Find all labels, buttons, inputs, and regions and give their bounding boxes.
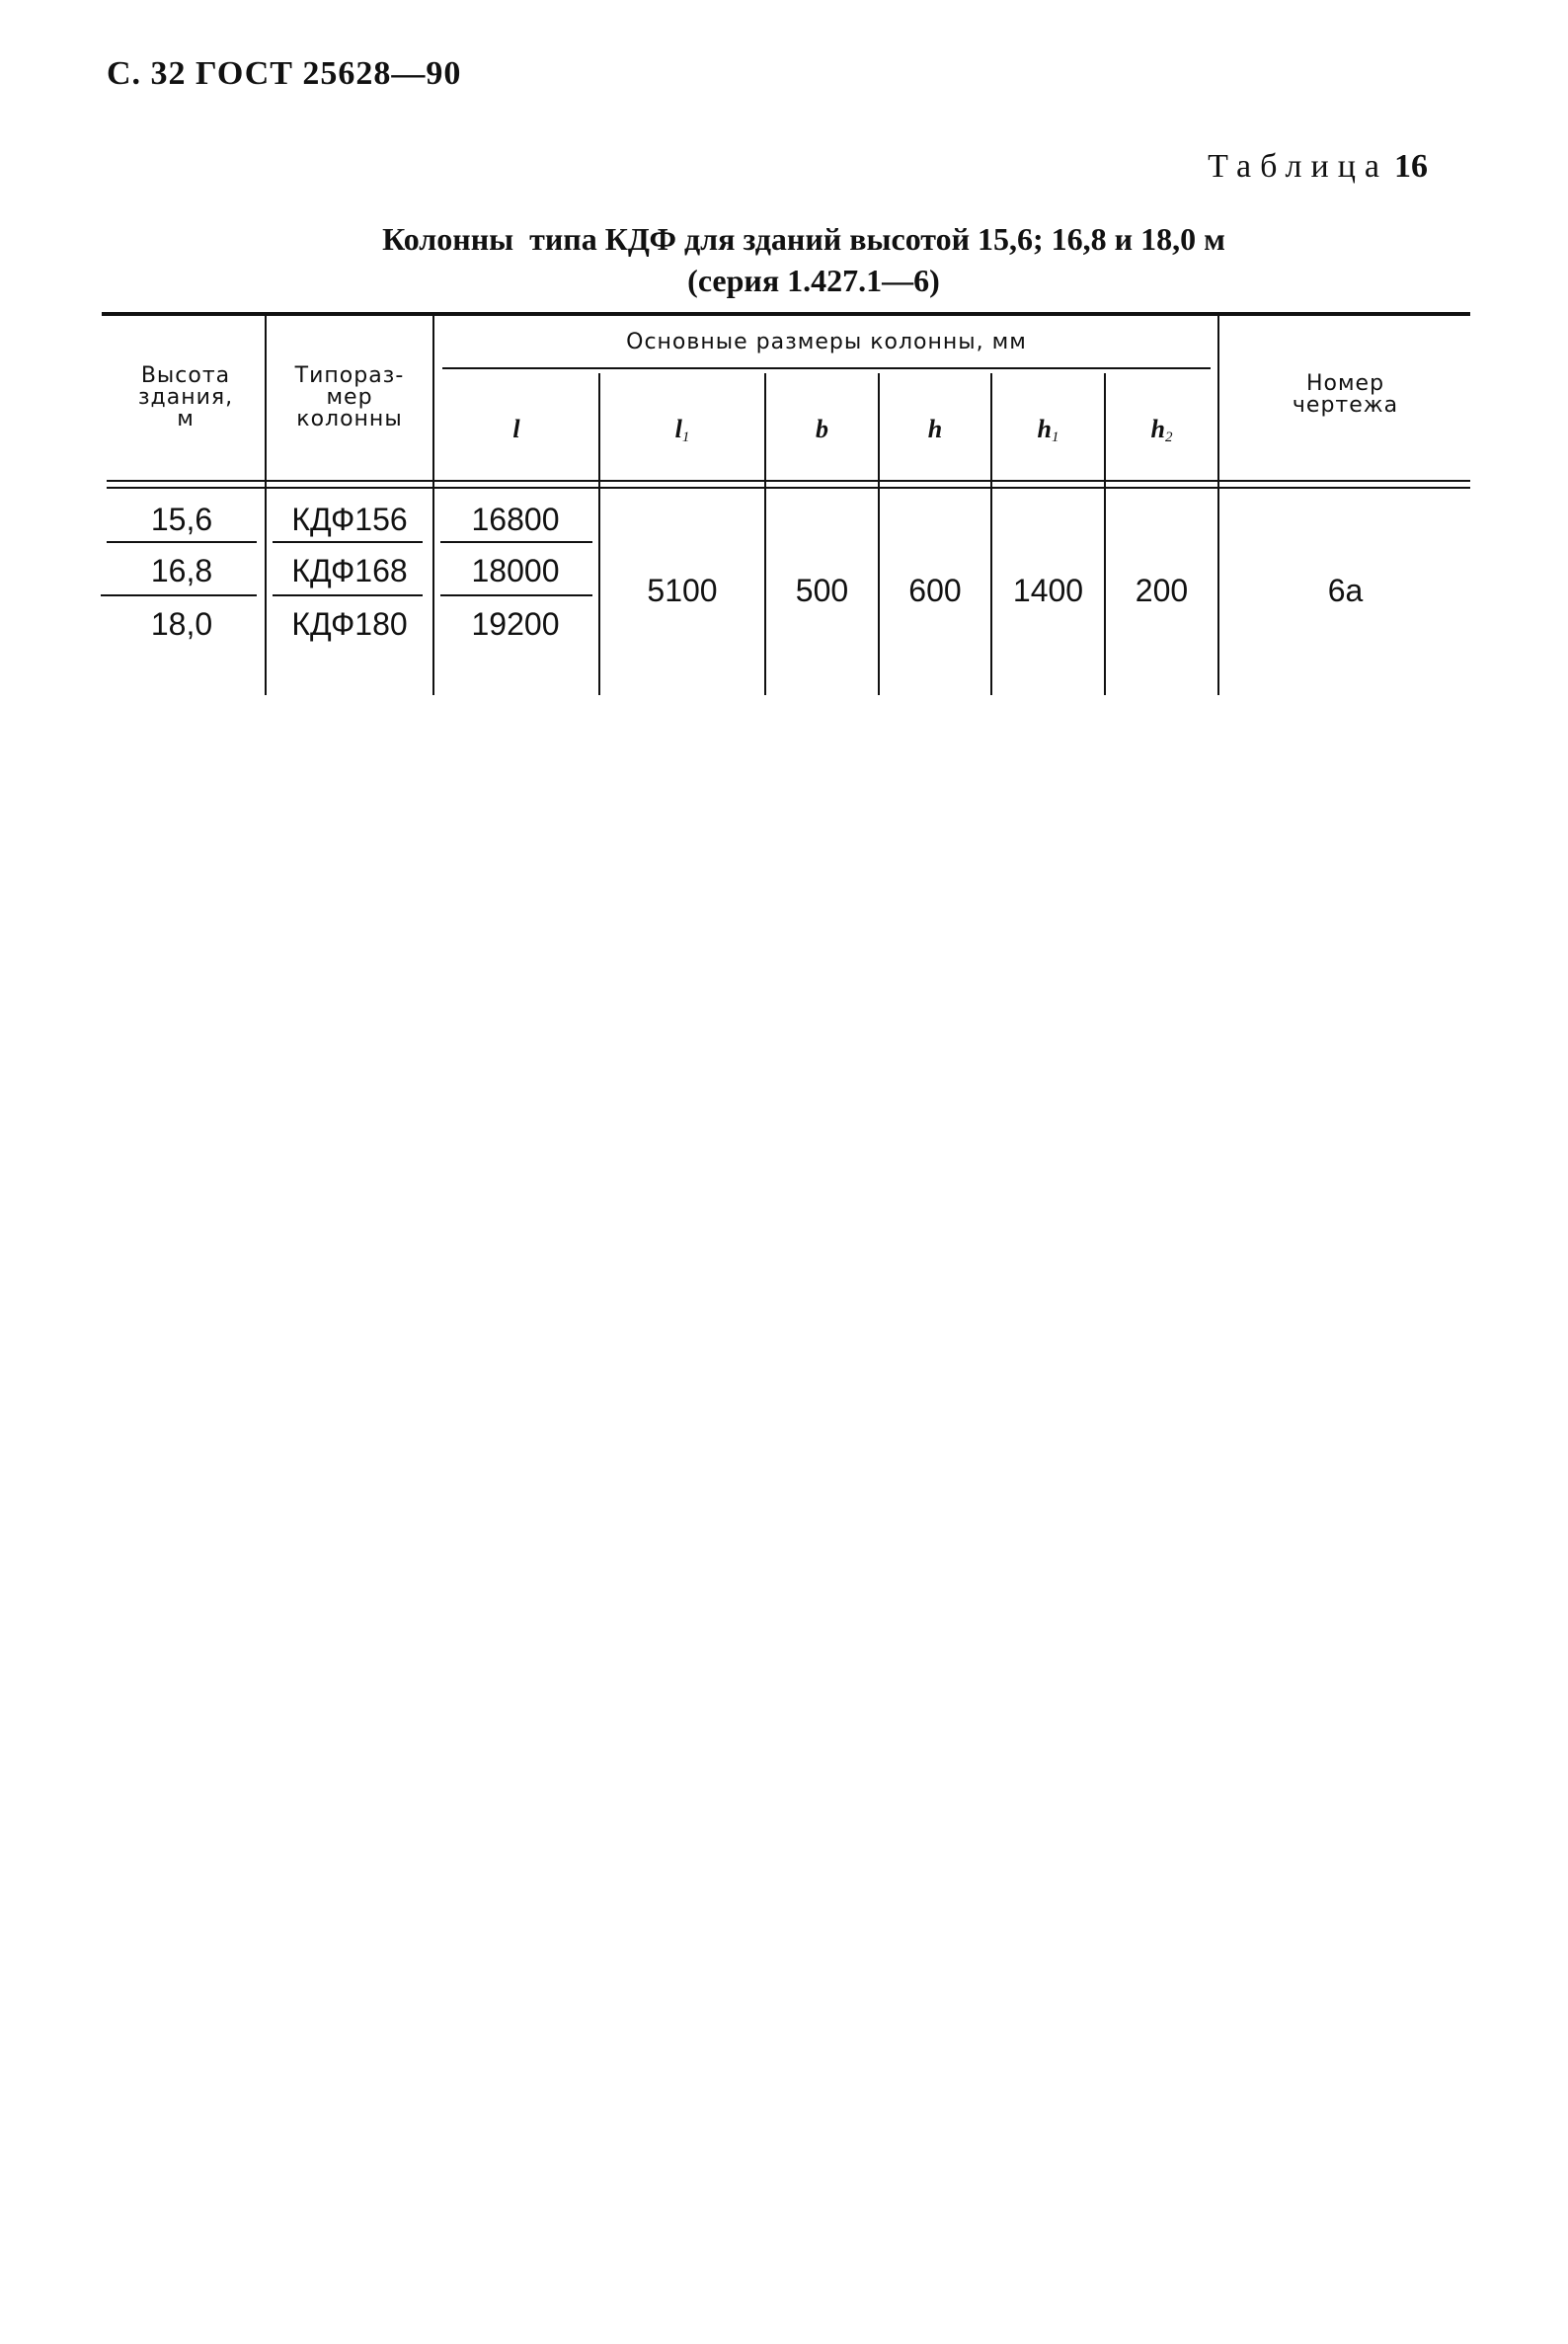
table-label bbox=[1208, 148, 1428, 186]
group-header-rule bbox=[442, 367, 1211, 369]
cell-type-row1: КДФ156 bbox=[291, 502, 408, 537]
page-header: С. 32 ГОСТ 25628—90 bbox=[107, 55, 462, 92]
header-h: h bbox=[927, 415, 943, 443]
header-height: Высота здания, м bbox=[137, 363, 234, 431]
cell-h1: 1400 bbox=[1012, 573, 1084, 608]
cell-type-row2: КДФ168 bbox=[291, 553, 408, 588]
cell-type-row3: КДФ180 bbox=[291, 606, 408, 642]
cell-l-row1: 16800 bbox=[471, 502, 560, 537]
cell-l1: 5100 bbox=[647, 573, 718, 608]
table-top-rule bbox=[102, 312, 1470, 316]
table-title-line2: (серия 1.427.1—6) bbox=[687, 263, 940, 298]
header-h2: $h_2$ bbox=[1150, 415, 1173, 445]
header-l1: $l_1$ bbox=[674, 415, 690, 445]
header-b: b bbox=[816, 415, 828, 443]
row-rule-2-l bbox=[440, 594, 592, 596]
header-bottom-rule-1 bbox=[107, 480, 1470, 482]
cell-height-row3: 18,0 bbox=[150, 606, 213, 642]
cell-height-row1: 15,6 bbox=[150, 502, 213, 537]
col-divider-1 bbox=[265, 316, 267, 695]
table-label-word: Таблица bbox=[1208, 148, 1388, 185]
header-bottom-rule-2 bbox=[107, 487, 1470, 489]
cell-h: 600 bbox=[908, 573, 962, 608]
table-title-line1: Колонны типа КДФ для зданий высотой 15,6; 16,8 и 18,0 м bbox=[382, 221, 1225, 257]
header-main-dimensions: Основные размеры колонны, мм bbox=[626, 330, 1027, 354]
header-l: l bbox=[512, 415, 520, 443]
col-divider-8 bbox=[1217, 316, 1219, 695]
row-rule-1-height bbox=[107, 541, 257, 543]
cell-b: 500 bbox=[795, 573, 849, 608]
cell-l-row3: 19200 bbox=[471, 606, 560, 642]
cell-h2: 200 bbox=[1135, 573, 1189, 608]
row-rule-2-height bbox=[101, 594, 257, 596]
row-rule-1-type bbox=[273, 541, 423, 543]
header-type: Типораз- мер колонны bbox=[294, 363, 405, 431]
cell-drawing-number: 6а bbox=[1327, 573, 1364, 608]
cell-height-row2: 16,8 bbox=[150, 553, 213, 588]
col-divider-2 bbox=[432, 316, 434, 695]
header-drawing-number: Номер чертежа bbox=[1292, 371, 1399, 418]
row-rule-1-l bbox=[440, 541, 592, 543]
row-rule-2-type bbox=[273, 594, 423, 596]
cell-l-row2: 18000 bbox=[471, 553, 560, 588]
header-h1: $h_1$ bbox=[1037, 415, 1059, 445]
table-label-number: 16 bbox=[1394, 148, 1428, 185]
